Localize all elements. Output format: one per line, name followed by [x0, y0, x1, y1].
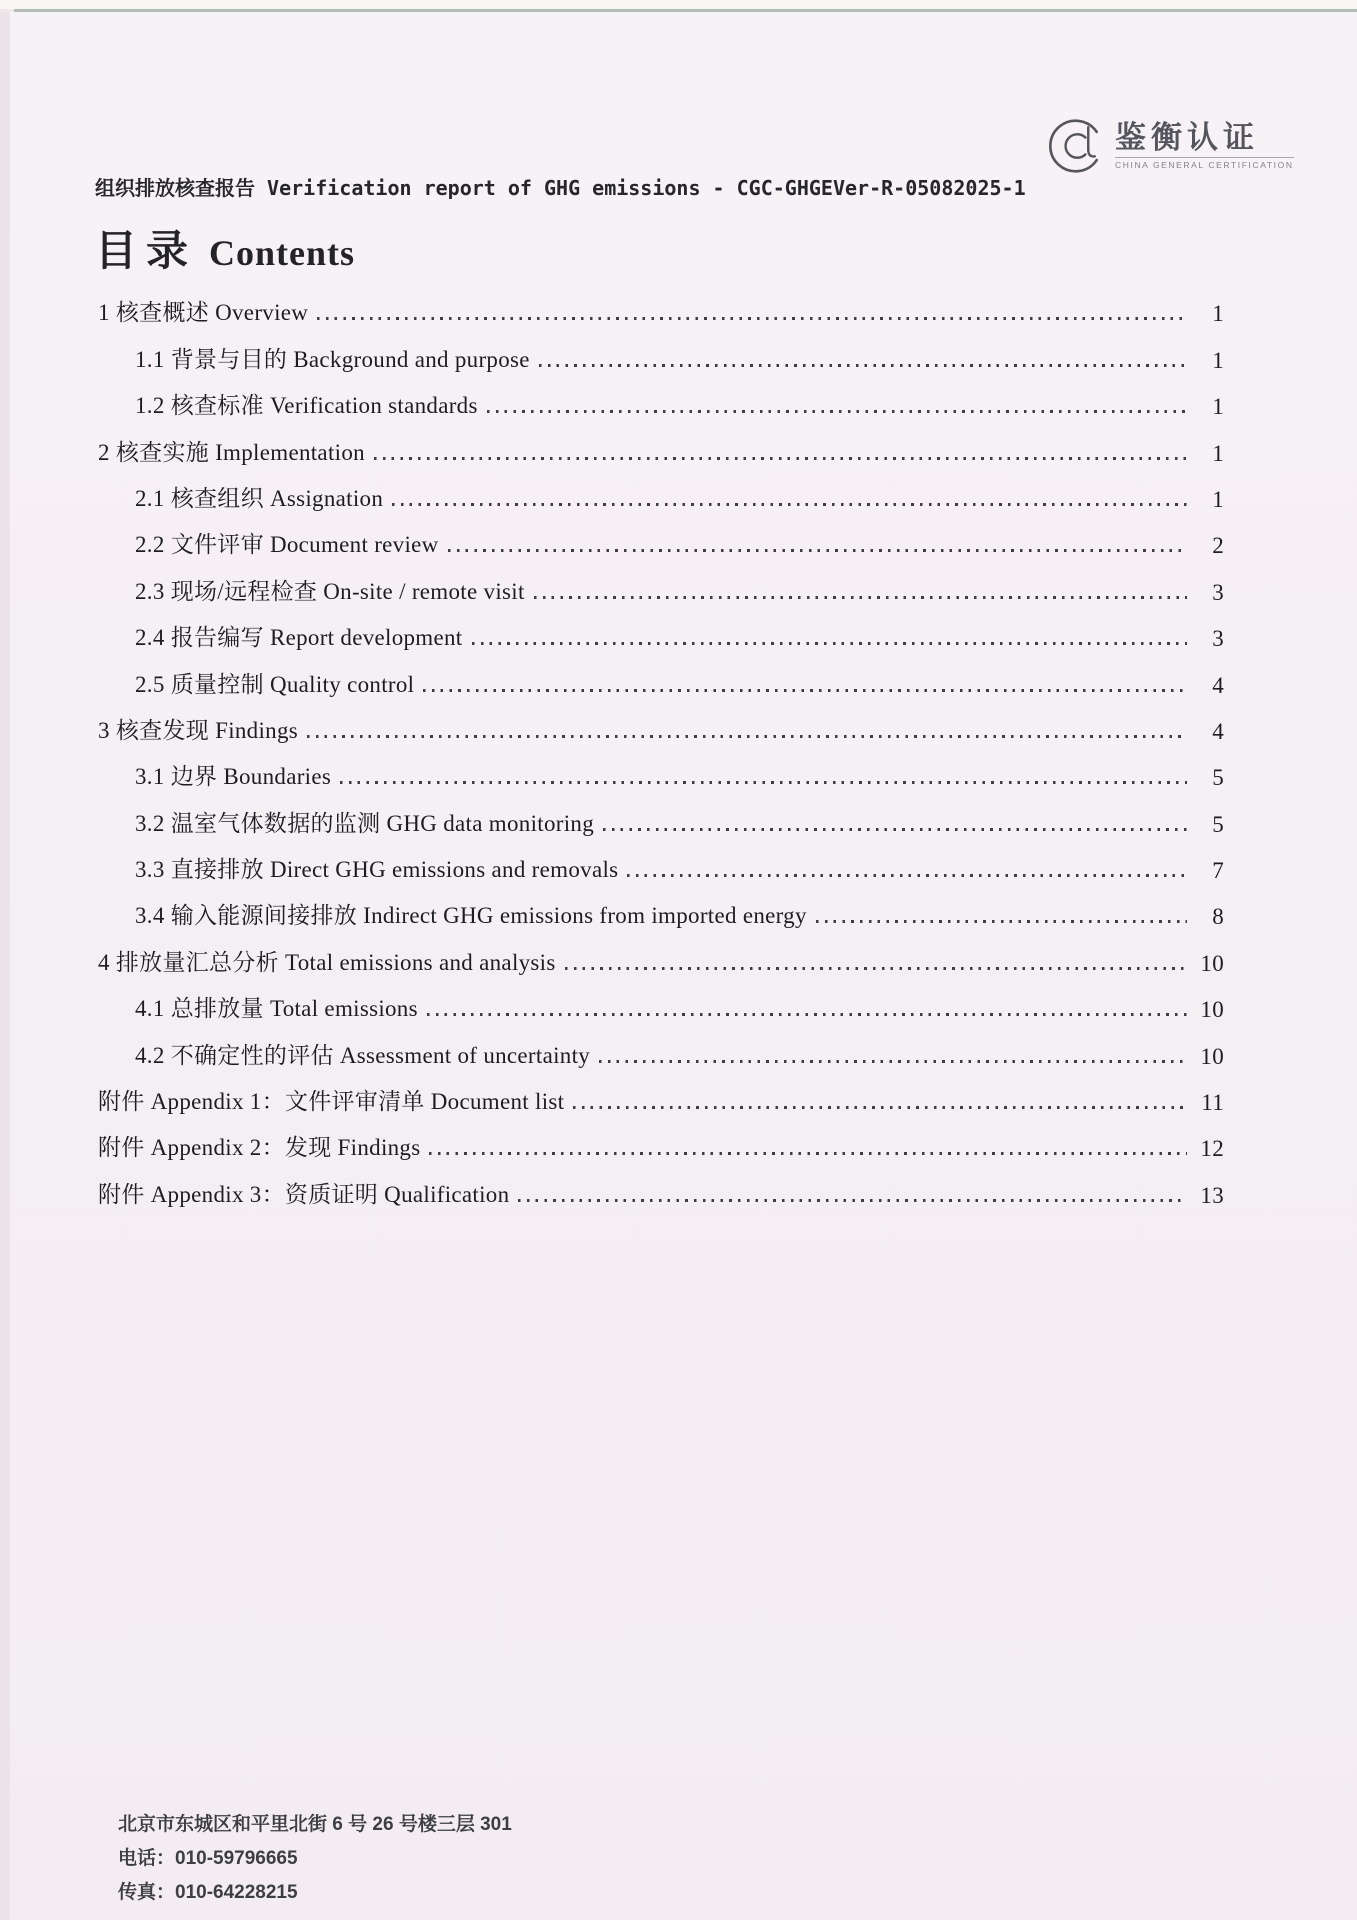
toc-entry-page: 4	[1212, 672, 1224, 698]
dot-leader	[448, 549, 1187, 552]
dot-leader	[487, 410, 1187, 413]
toc-entry-label: 2.3 现场/远程检查 On-site / remote visit	[135, 578, 525, 604]
toc-entry-page: 3	[1212, 626, 1224, 652]
page-title-en: Contents	[209, 233, 356, 273]
toc-entry-label: 3.1 边界 Boundaries	[135, 764, 332, 790]
toc-entry-page: 12	[1200, 1136, 1224, 1162]
toc-entry	[98, 1167, 1224, 1213]
toc-entry-page: 5	[1212, 765, 1224, 791]
table-of-contents	[98, 286, 1224, 1214]
toc-entry	[98, 611, 1224, 657]
toc-entry	[98, 286, 1224, 332]
dot-leader	[816, 920, 1187, 923]
dot-leader	[307, 735, 1187, 738]
toc-entry	[98, 518, 1224, 564]
dot-leader	[534, 596, 1187, 599]
scan-edge-left	[0, 12, 10, 1920]
toc-entry-page: 8	[1212, 904, 1224, 930]
dot-leader	[599, 1060, 1187, 1063]
toc-entry	[98, 564, 1224, 610]
toc-entry	[98, 750, 1224, 796]
dot-leader	[573, 1106, 1187, 1109]
toc-entry-label: 附件 Appendix 2：发现 Findings	[98, 1135, 421, 1161]
toc-entry-label: 1.1 背景与目的 Background and purpose	[135, 346, 530, 372]
toc-entry	[98, 889, 1224, 935]
dot-leader	[518, 1199, 1187, 1202]
toc-entry-label: 2.4 报告编写 Report development	[135, 625, 463, 651]
gc-monogram-icon	[1048, 116, 1106, 176]
toc-entry-page: 7	[1212, 858, 1224, 884]
toc-entry-label: 2.2 文件评审 Document review	[135, 532, 439, 558]
certification-logo	[1048, 116, 1294, 176]
logo-name-en: CHINA GENERAL CERTIFICATION	[1115, 157, 1294, 170]
toc-entry-page: 11	[1201, 1090, 1224, 1116]
toc-entry	[98, 704, 1224, 750]
toc-entry-label: 3.3 直接排放 Direct GHG emissions and removals	[135, 857, 619, 883]
page-title	[95, 218, 355, 278]
toc-entry-label: 2 核查实施 Implementation	[98, 439, 365, 465]
footer-address: 北京市东城区和平里北街 6 号 26 号楼三层 301	[118, 1814, 512, 1835]
footer-fax: 传真：010-64228215	[118, 1882, 298, 1903]
toc-entry-label: 2.1 核查组织 Assignation	[135, 485, 384, 511]
toc-entry-label: 附件 Appendix 3：资质证明 Qualification	[98, 1181, 510, 1207]
toc-entry-page: 1	[1212, 301, 1224, 327]
toc-entry-page: 10	[1200, 950, 1224, 976]
toc-entry-page: 1	[1212, 440, 1224, 466]
toc-entry	[98, 796, 1224, 842]
toc-entry	[98, 472, 1224, 518]
dot-leader	[340, 781, 1187, 784]
dot-leader	[603, 828, 1187, 831]
toc-entry	[98, 1075, 1224, 1121]
toc-entry-page: 10	[1200, 1043, 1224, 1069]
dot-leader	[427, 1013, 1187, 1016]
toc-entry-page: 4	[1212, 718, 1224, 744]
toc-entry-page: 1	[1212, 486, 1224, 512]
logo-text	[1115, 119, 1294, 171]
toc-entry-label: 4.2 不确定性的评估 Assessment of uncertainty	[135, 1042, 591, 1068]
report-header: 组织排放核查报告 Verification report of GHG emissions - CGC-GHGEVer-R-05082025-1	[95, 176, 1026, 200]
toc-entry-page: 13	[1200, 1182, 1224, 1208]
toc-entry-label: 3.4 输入能源间接排放 Indirect GHG emissions from imported energy	[135, 903, 807, 929]
toc-entry	[98, 657, 1224, 703]
toc-entry-page: 2	[1212, 533, 1224, 559]
toc-entry	[98, 982, 1224, 1028]
dot-leader	[539, 364, 1187, 367]
toc-entry-label: 1.2 核查标准 Verification standards	[135, 393, 478, 419]
toc-entry-label: 3 核查发现 Findings	[98, 717, 299, 743]
dot-leader	[565, 967, 1187, 970]
dot-leader	[317, 317, 1187, 320]
toc-entry	[98, 425, 1224, 471]
toc-entry-label: 4.1 总排放量 Total emissions	[135, 996, 418, 1022]
toc-entry-label: 1 核查概述 Overview	[98, 300, 309, 326]
toc-entry	[98, 379, 1224, 425]
dot-leader	[429, 1152, 1187, 1155]
footer-phone: 电话：010-59796665	[118, 1848, 298, 1869]
logo-name-cn: 鉴衡认证	[1115, 119, 1259, 155]
dot-leader	[627, 874, 1187, 877]
toc-entry	[98, 1028, 1224, 1074]
toc-entry-page: 10	[1200, 997, 1224, 1023]
toc-entry-label: 附件 Appendix 1：文件评审清单 Document list	[98, 1089, 565, 1115]
dot-leader	[472, 642, 1188, 645]
toc-entry	[98, 1121, 1224, 1167]
dot-leader	[374, 457, 1187, 460]
dot-leader	[392, 503, 1187, 506]
toc-entry-page: 5	[1212, 811, 1224, 837]
dot-leader	[423, 689, 1187, 692]
toc-entry	[98, 332, 1224, 378]
page-title-cn: 目录	[95, 227, 198, 274]
toc-entry	[98, 935, 1224, 981]
toc-entry-page: 3	[1212, 579, 1224, 605]
company-footer	[118, 1808, 512, 1910]
toc-entry	[98, 843, 1224, 889]
toc-entry-label: 4 排放量汇总分析 Total emissions and analysis	[98, 949, 556, 975]
toc-entry-label: 2.5 质量控制 Quality control	[135, 671, 415, 697]
toc-entry-page: 1	[1212, 347, 1224, 373]
toc-entry-page: 1	[1212, 394, 1224, 420]
toc-entry-label: 3.2 温室气体数据的监测 GHG data monitoring	[135, 810, 595, 836]
scan-edge-top	[0, 0, 1357, 9]
